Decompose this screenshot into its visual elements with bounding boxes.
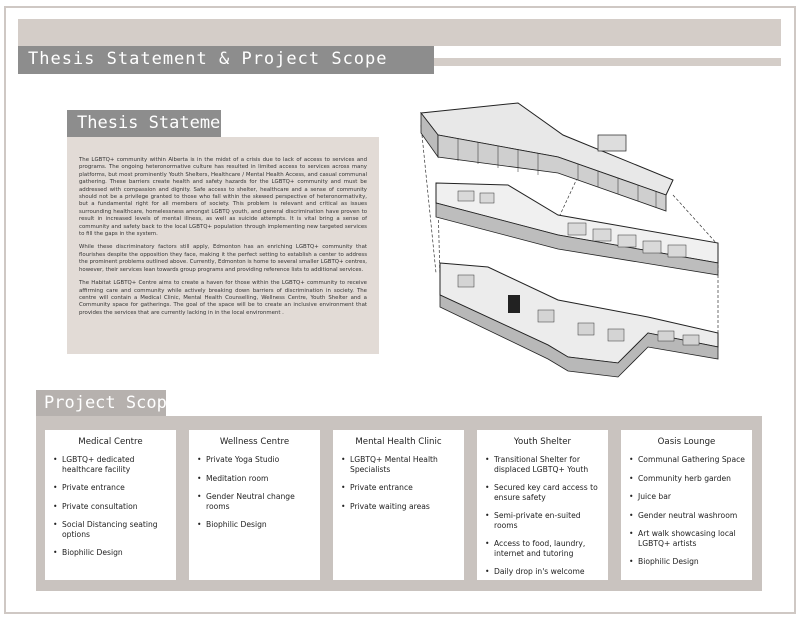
list-item: • Semi-private en-suited rooms [485,511,602,530]
list-item: • Daily drop in's welcome [485,567,602,577]
scope-card-medical-centre [45,430,176,580]
scope-card-oasis-lounge [621,430,752,580]
exploded-axonometric-floorplan [418,95,728,380]
page-title: Thesis Statement & Project Scope [28,49,388,69]
list-item: • Communal Gathering Space [629,455,746,465]
list-item: • Gender neutral washroom [629,511,746,521]
list-item: • Biophilic Design [629,557,746,567]
list-item: • Art walk showcasing local LGBTQ+ artists [629,529,746,548]
list-item: • Secured key card access to ensure safety [485,483,602,502]
list-item: • Juice bar [629,492,746,502]
list-item: • Private waiting areas [341,502,458,512]
scope-card-youth-shelter [477,430,608,580]
project-scope-heading [36,390,178,416]
list-item: • Biophilic Design [197,520,314,530]
thesis-heading [67,110,241,137]
list-item: • LGBTQ+ dedicated healthcare facility [53,455,170,474]
thesis-heading-label: Thesis Statement [77,113,241,133]
list-item: • Access to food, laundry, internet and tutoring [485,539,602,558]
list-item: • Private Yoga Studio [197,455,314,465]
list-item: • Private entrance [341,483,458,493]
list-item: • Biophilic Design [53,548,170,558]
thesis-panel [67,137,379,354]
card-title: Medical Centre [78,437,143,447]
list-item: • Social Distancing seating options [53,520,170,539]
card-title: Oasis Lounge [657,437,716,447]
middle-level [436,183,718,275]
top-band [18,19,781,46]
list-item: • Community herb garden [629,474,746,484]
project-scope-heading-label: Project Scope [44,393,178,413]
card-title: Mental Health Clinic [355,437,442,447]
card-title: Youth Shelter [513,437,572,447]
list-item: • Gender Neutral change rooms [197,492,314,511]
list-item: • Private entrance [53,483,170,493]
ground-level [440,263,718,377]
thesis-paragraph: The Habitat LGBTQ+ Centre aims to create a haven for those within the LGBTQ+ community to receive affirming care and community while actively breaking down barriers of discrimination in society. The centre will contain a Medical Clinic, Mental Health Counselling, Wellness Centre, Youth Shelter and a Community space for gatherings. The goal of the space will be to create an inclusive environment that provides the services that are currently lacking in in the local environment . [79,280,367,316]
thesis-text [79,157,367,323]
thesis-paragraph: While these discriminatory factors still apply, Edmonton has an enriching LGBTQ+ community that flourishes despite the opposition they face, making it the perfect setting to establish a center to address the prominent problems outlined above. Currently, Edmonton is home to several smaller LGBTQ+ centres, however, their services lean towards group programs and providing reference lists to additional services. [79,244,367,273]
title-bar [18,46,434,74]
list-item: • Transitional Shelter for displaced LGBTQ+ Youth [485,455,602,474]
list-item: • LGBTQ+ Mental Health Specialists [341,455,458,474]
card-title: Wellness Centre [219,437,290,447]
scope-card-mental-health-clinic [333,430,464,580]
list-item: • Meditation room [197,474,314,484]
list-item: • Private consultation [53,502,170,512]
scope-card-wellness-centre [189,430,320,580]
title-bar-accent [434,46,781,66]
thesis-paragraph: The LGBTQ+ community within Alberta is in the midst of a crisis due to lack of access to services and programs. The ongoing heteronormative culture has resulted in limited access to services across many platforms, but most prominently Youth Shelters, Healthcare / Mental Health Access, and casual communal gathering. These barriers create health and safety hazards for the LGBTQ+ community and must be addressed with compassion and dignity. Safe access to shelter, healthcare and a sense of community should not be a privilege granted to those who fall within the skewed perspective of heteronormativity, but a fundamental right for all members of society. This problem is relevant and critical as issues surrounding healthcare, homelessness amongst LGBTQ youth, and general discrimination have proven to result in increased levels of mental illness, as well as suicide attempts. It is vital bring a sense of community and safety back to the local LGBTQ+ population through implementing new targeted services to fill the gaps in the system. [79,157,367,238]
